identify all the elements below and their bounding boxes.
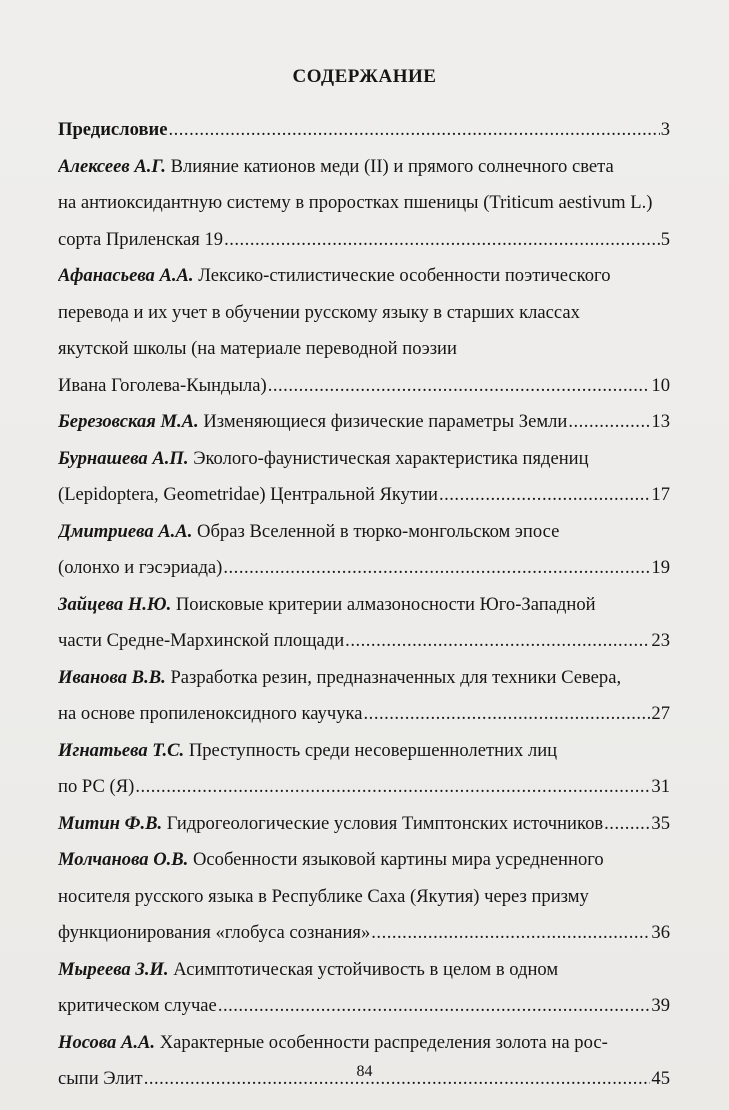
toc-entry-line (58, 441, 670, 478)
toc-entry-text (58, 915, 370, 952)
toc-entry-line (58, 149, 670, 186)
toc-entry-page-number: 19 (651, 557, 670, 578)
toc-entry-line (58, 295, 670, 332)
toc-entry-line (58, 660, 670, 697)
toc-entry-title-text: сорта Приленская 19 (58, 228, 224, 250)
toc-entry-page-number: 10 (651, 374, 670, 396)
dot-leader (135, 769, 650, 806)
toc-entry-title-text: Асимптотическая устойчивость в целом в одном (168, 958, 559, 980)
toc-entry-text (58, 696, 363, 733)
dot-leader (439, 477, 650, 514)
toc-entry-line (58, 258, 670, 295)
toc-entry-page-number: 36 (651, 922, 670, 943)
toc-entry-last-line (58, 222, 670, 259)
toc-entry-title-text: перевода и их учет в обучении русскому языку в старших классах (58, 301, 580, 323)
toc-entry-title-text: на антиоксидантную систему в проростках пшеницы (Triticum aestivum L.) (58, 192, 653, 213)
toc-entry-title-text: Поисковые критерии алмазоносности Юго-Западной (171, 593, 596, 615)
toc-entry-line (58, 331, 670, 368)
toc-entry-title-text: Влияние катионов меди (II) и прямого солнечного света (165, 155, 614, 177)
dot-leader (568, 404, 650, 441)
toc-entry-text (58, 988, 217, 1025)
toc-entry-title-text: Особенности языковой картины мира усредненного (188, 849, 604, 870)
toc-entry-author: Митин Ф.В. (58, 812, 163, 834)
toc-entry (58, 587, 670, 660)
toc-entry (58, 258, 670, 404)
toc-entry-text (58, 806, 603, 843)
toc-entry-author: Носова А.А. (58, 1031, 156, 1053)
toc-entry-line (58, 185, 670, 222)
toc-entry-last-line (58, 988, 670, 1025)
toc-entry-last-line (58, 696, 670, 733)
dot-leader (604, 806, 650, 843)
toc-entry (58, 1025, 670, 1098)
toc-entry-title-text: на основе пропиленоксидного каучука (58, 703, 363, 724)
toc-entry-title-text: (олонхо и гэсэриада) (58, 557, 223, 578)
toc-entry-title-text: Преступность среди несовершеннолетних лиц (184, 739, 558, 761)
toc-entry-page-number: 35 (651, 812, 670, 834)
toc-entry-title-text: Ивана Гоголева-Кындыла) (58, 374, 267, 396)
toc-entry-text (58, 623, 344, 660)
toc-entry-title-text: функционирования «глобуса сознания» (58, 922, 371, 943)
toc-entry-line (58, 733, 670, 770)
toc-entry-page-number: 3 (660, 119, 670, 140)
toc-entry-author: Мыреева З.И. (58, 958, 169, 980)
toc-entry-page-number: 39 (651, 995, 670, 1016)
toc-entry-text (58, 477, 438, 514)
dot-leader (223, 550, 650, 587)
toc-entry-title-text: Образ Вселенной в тюрко-монгольском эпосе (192, 520, 560, 542)
toc-entry-page-number: 27 (651, 703, 670, 724)
toc-entry-title-text: по РС (Я) (58, 776, 135, 797)
toc-entry-last-line (58, 769, 670, 806)
toc-entry (58, 952, 670, 1025)
toc-entry-author: Зайцева Н.Ю. (58, 593, 172, 615)
toc-entry-line (58, 879, 670, 916)
toc-entry-last-line (58, 112, 670, 149)
toc-entry-title-text: Разработка резин, предназначенных для техники Севера, (165, 666, 622, 688)
toc-entry-title-text: Лексико-стилистические особенности поэтического (193, 265, 611, 286)
toc-entry (58, 149, 670, 259)
toc-entry-line (58, 514, 670, 551)
toc-entry-title-text: Гидрогеологические условия Тимптонских источников (162, 812, 604, 834)
dot-leader (224, 222, 660, 259)
toc-entry-text (58, 550, 222, 587)
toc-entry-title-text: критическом случае (58, 995, 217, 1016)
toc-entry-title-text: сыпи Элит (58, 1068, 143, 1089)
toc-entry (58, 404, 670, 441)
toc-entry-title-text: Изменяющиеся физические параметры Земли (198, 411, 568, 432)
toc-entry (58, 441, 670, 514)
toc-entry-page-number: 45 (651, 1068, 670, 1089)
dot-leader (168, 112, 659, 149)
toc-entry (58, 806, 670, 843)
dot-leader (364, 696, 651, 733)
toc-entry-page-number: 17 (651, 484, 670, 505)
toc-entry-title-text: Эколого-фаунистическая характеристика пядениц (188, 447, 589, 469)
toc-entry-page-number: 13 (651, 411, 670, 432)
dot-leader (218, 988, 651, 1025)
toc-entry-line (58, 587, 670, 624)
toc-entry-author: Иванова В.В. (58, 666, 166, 688)
toc-entry-line (58, 1025, 670, 1062)
toc-entry-last-line (58, 915, 670, 952)
toc-entry (58, 514, 670, 587)
toc-entry-last-line (58, 550, 670, 587)
toc-entry-text (58, 404, 567, 441)
toc-entry (58, 842, 670, 952)
toc-entry-author: Предисловие (58, 119, 168, 140)
toc-entry-last-line (58, 477, 670, 514)
toc-entry-last-line (58, 806, 670, 843)
toc-entry-page-number: 31 (651, 776, 670, 797)
toc-entry-title-text: носителя русского языка в Республике Саха (Якутия) через призму (58, 885, 589, 907)
dot-leader (268, 368, 651, 405)
toc-entry-text (58, 112, 167, 149)
toc-entry (58, 112, 670, 149)
toc-entry-last-line (58, 404, 670, 441)
toc-entry-last-line (58, 623, 670, 660)
toc-entry (58, 660, 670, 733)
toc-entry-author: Игнатьева Т.С. (58, 739, 185, 761)
toc-entry-author: Молчанова О.В. (58, 849, 189, 870)
toc-entry (58, 733, 670, 806)
dot-leader (371, 915, 650, 952)
toc-entry-line (58, 842, 670, 879)
toc-entry-title-text: якутской школы (на материале переводной поэзии (58, 338, 457, 359)
toc-entry-page-number: 23 (651, 630, 670, 651)
toc-entry-title-text: части Средне-Мархинской площади (58, 630, 345, 651)
toc-entry-title-text: (Lepidoptera, Geometridae) Центральной Якутии (58, 484, 438, 505)
toc-entry-author: Афанасьева А.А. (58, 265, 194, 286)
toc-entry-title-text: Характерные особенности распределения золота на рос- (155, 1031, 608, 1053)
table-of-contents (58, 112, 670, 1098)
toc-entry-text (58, 769, 134, 806)
toc-entry-page-number: 5 (660, 228, 670, 250)
toc-heading: СОДЕРЖАНИЕ (292, 66, 437, 87)
toc-entry-author: Алексеев А.Г. (58, 155, 166, 177)
toc-entry-text (58, 368, 267, 405)
dot-leader (345, 623, 650, 660)
toc-entry-author: Бурнашева А.П. (58, 447, 189, 469)
toc-entry-text (58, 222, 223, 259)
toc-entry-last-line (58, 368, 670, 405)
toc-entry-author: Березовская М.А. (58, 411, 199, 432)
toc-entry-author: Дмитриева А.А. (58, 520, 193, 542)
toc-entry-line (58, 952, 670, 989)
page-number: 84 (356, 1063, 373, 1080)
